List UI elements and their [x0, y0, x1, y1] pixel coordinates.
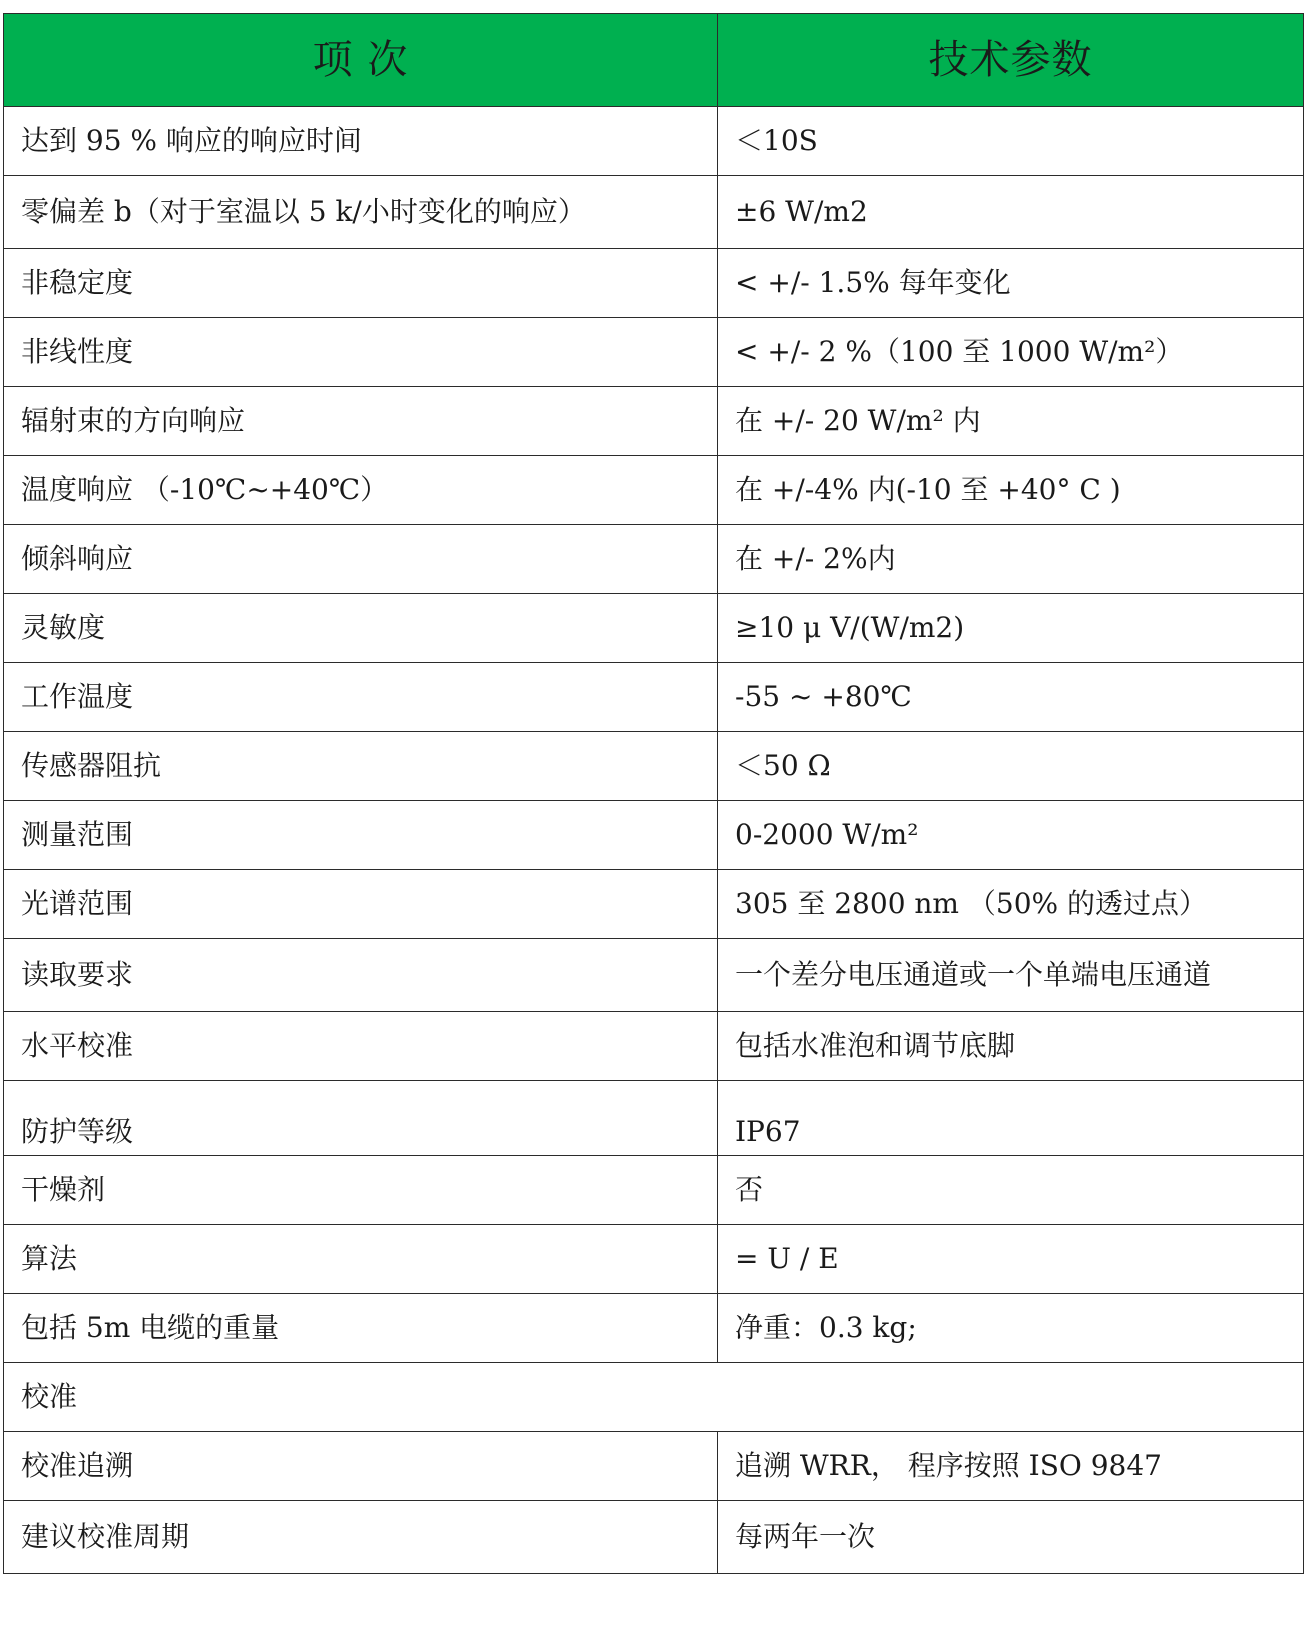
item-cell: 工作温度: [4, 663, 718, 732]
item-cell: 水平校准: [4, 1012, 718, 1081]
item-cell: 非稳定度: [4, 249, 718, 318]
spec-table: [3, 13, 1304, 1574]
item-cell: 灵敏度: [4, 594, 718, 663]
table-row: [4, 732, 1304, 801]
value-cell: 在 +/- 2%内: [718, 525, 1304, 594]
header-row: [4, 14, 1304, 107]
item-cell: 倾斜响应: [4, 525, 718, 594]
header-spec: 技术参数: [718, 14, 1304, 107]
item-cell: 算法: [4, 1225, 718, 1294]
table-row: [4, 249, 1304, 318]
value-cell: 在 +/-4% 内(-10 至 +40° C ): [718, 456, 1304, 525]
header-item: 项 次: [4, 14, 718, 107]
table-row: [4, 801, 1304, 870]
table-row: [4, 107, 1304, 176]
table-row: [4, 1501, 1304, 1574]
value-cell: = U / E: [718, 1225, 1304, 1294]
value-cell: IP67: [718, 1081, 1304, 1156]
section-label: 校准: [4, 1363, 1304, 1432]
item-cell: 光谱范围: [4, 870, 718, 939]
value-cell: < +/- 2 %（100 至 1000 W/m²）: [718, 318, 1304, 387]
table-row: [4, 1225, 1304, 1294]
value-cell: 否: [718, 1156, 1304, 1225]
item-cell: 读取要求: [4, 939, 718, 1012]
item-cell: 包括 5m 电缆的重量: [4, 1294, 718, 1363]
value-cell: 0-2000 W/m²: [718, 801, 1304, 870]
table-row: [4, 1432, 1304, 1501]
section-row: [4, 1363, 1304, 1432]
table-row: [4, 663, 1304, 732]
table-row: [4, 594, 1304, 663]
table-row: [4, 1156, 1304, 1225]
item-cell: 辐射束的方向响应: [4, 387, 718, 456]
table-row: [4, 1012, 1304, 1081]
value-cell: 追溯 WRR， 程序按照 ISO 9847: [718, 1432, 1304, 1501]
value-cell: -55 ~ +80℃: [718, 663, 1304, 732]
value-cell: 每两年一次: [718, 1501, 1304, 1574]
table-row: [4, 939, 1304, 1012]
item-cell: 干燥剂: [4, 1156, 718, 1225]
value-cell: ≥10 μ V/(W/m2): [718, 594, 1304, 663]
table-row: [4, 176, 1304, 249]
table-row: [4, 525, 1304, 594]
table-row: [4, 1081, 1304, 1156]
item-cell: 非线性度: [4, 318, 718, 387]
table-row: [4, 456, 1304, 525]
table-row: [4, 870, 1304, 939]
table-row: [4, 1294, 1304, 1363]
table-row: [4, 387, 1304, 456]
item-cell: 防护等级: [4, 1081, 718, 1156]
item-cell: 测量范围: [4, 801, 718, 870]
value-cell: ＜10S: [718, 107, 1304, 176]
item-cell: 传感器阻抗: [4, 732, 718, 801]
item-cell: 建议校准周期: [4, 1501, 718, 1574]
item-cell: 零偏差 b（对于室温以 5 k/小时变化的响应）: [4, 176, 718, 249]
value-cell: 包括水准泡和调节底脚: [718, 1012, 1304, 1081]
item-cell: 达到 95 % 响应的响应时间: [4, 107, 718, 176]
value-cell: 净重：0.3 kg;: [718, 1294, 1304, 1363]
value-cell: ±6 W/m2: [718, 176, 1304, 249]
value-cell: < +/- 1.5% 每年变化: [718, 249, 1304, 318]
table-row: [4, 318, 1304, 387]
item-cell: 校准追溯: [4, 1432, 718, 1501]
item-cell: 温度响应 （-10℃~+40℃）: [4, 456, 718, 525]
value-cell: 在 +/- 20 W/m² 内: [718, 387, 1304, 456]
value-cell: ＜50 Ω: [718, 732, 1304, 801]
value-cell: 305 至 2800 nm （50% 的透过点）: [718, 870, 1304, 939]
value-cell: 一个差分电压通道或一个单端电压通道: [718, 939, 1304, 1012]
